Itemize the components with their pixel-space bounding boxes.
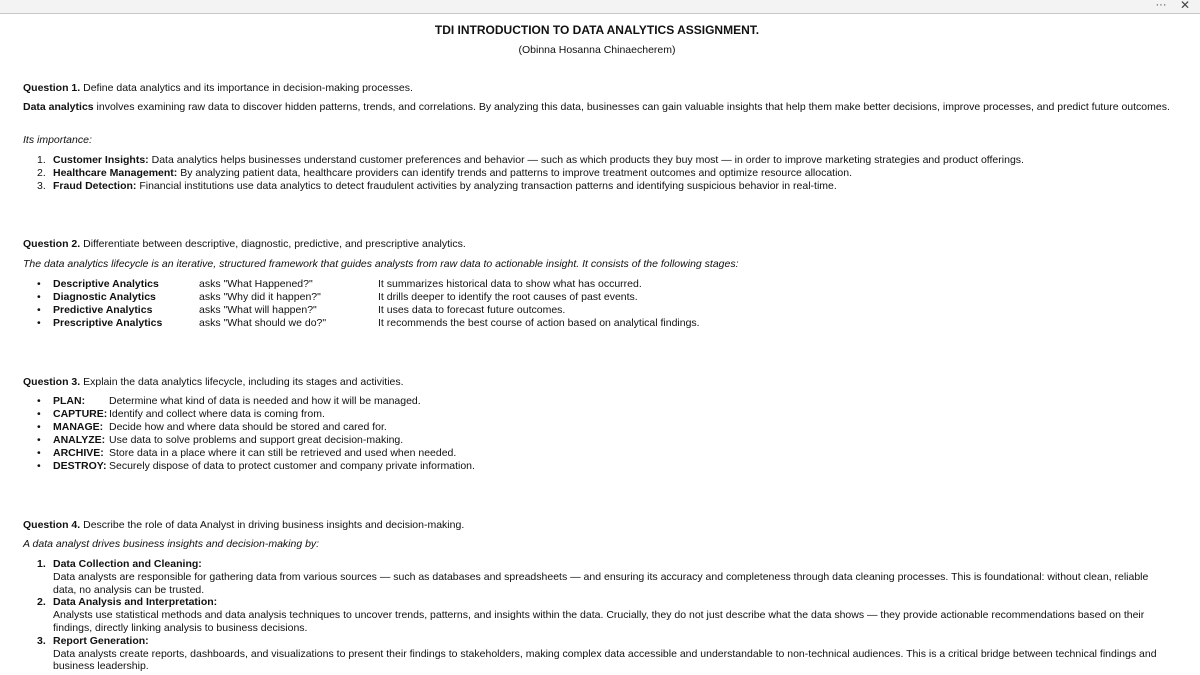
- list-item: • Predictive Analytics asks "What will happen?" It uses data to forecast future outcomes.: [23, 304, 162, 317]
- question-label: Question 1.: [23, 82, 81, 94]
- question-label: Question 3.: [23, 376, 81, 388]
- importance-list: [23, 154, 1024, 192]
- analyst-role-list: [23, 558, 1173, 673]
- list-item: 1. Customer Insights: Data analytics helps businesses understand customer preferences and behavior — such as which products they buy most — in order to improve marketing strategies and product offerings.: [37, 154, 1024, 166]
- importance-label: Its importance:: [23, 134, 92, 146]
- list-item: • DESTROY: Securely dispose of data to protect customer and company private information.: [23, 460, 475, 473]
- question-text: Define data analytics and its importance in decision-making processes.: [83, 82, 413, 94]
- list-item: 3. Fraud Detection: Financial institutions use data analytics to detect fraudulent activities by analyzing transaction patterns and identifying suspicious behavior in real-time.: [37, 179, 837, 192]
- list-item: 3. Report Generation: Data analysts create reports, dashboards, and visualizations to present their findings to stakeholders, making complex data accessible and understandable to non-technical audiences. This is a critical bridge between technical findings and business leadership.: [37, 634, 1157, 673]
- list-item: • Diagnostic Analytics asks "Why did it happen?" It drills deeper to identify the root causes of past events.: [23, 291, 162, 304]
- question-text: Differentiate between descriptive, diagnostic, predictive, and prescriptive analytics.: [83, 238, 466, 250]
- definition-text: involves examining raw data to discover hidden patterns, trends, and correlations. By analyzing this data, businesses can gain valuable insights that help them make better decisions, improve processes, and predict future outcomes.: [96, 101, 1170, 113]
- question-3-heading: [23, 376, 404, 389]
- question-1-definition: [23, 101, 1171, 114]
- lifecycle-stages-list: [23, 395, 475, 473]
- question-text: Explain the data analytics lifecycle, including its stages and activities.: [83, 376, 404, 388]
- document-title: TDI INTRODUCTION TO DATA ANALYTICS ASSIGNMENT.: [434, 23, 760, 37]
- list-item: • Prescriptive Analytics asks "What should we do?" It recommends the best course of action based on analytical findings.: [23, 317, 162, 330]
- document-author: (Obinna Hosanna Chinaecherem): [518, 44, 676, 56]
- list-item: • PLAN: Determine what kind of data is needed and how it will be managed.: [23, 395, 475, 408]
- list-item: 2. Healthcare Management: By analyzing patient data, healthcare providers can identify trends and patterns to improve treatment outcomes and optimize resource allocation.: [37, 166, 853, 179]
- definition-term: Data analytics: [23, 101, 94, 113]
- list-item: • Descriptive Analytics asks "What Happened?" It summarizes historical data to show what has occurred.: [23, 278, 162, 291]
- question-label: Question 4.: [23, 519, 81, 531]
- question-4-intro: A data analyst drives business insights and decision-making by:: [23, 538, 320, 550]
- close-icon[interactable]: ✕: [1179, 0, 1191, 12]
- more-options-icon[interactable]: ···: [1155, 0, 1167, 11]
- list-item: • ANALYZE: Use data to solve problems and support great decision-making.: [23, 434, 475, 447]
- window-titlebar: [0, 0, 1200, 14]
- analytics-types-list: [23, 278, 700, 330]
- question-2-heading: [23, 238, 466, 251]
- list-item: 2. Data Analysis and Interpretation: Analysts use statistical methods and data analysis techniques to uncover trends, patterns, and insights within the data. Crucially, they do not just describe what the data shows — they provide actionable recommendations based on their findings, directly linking analysis to business decisions.: [37, 596, 1145, 634]
- list-item: 1. Data Collection and Cleaning: Data analysts are responsible for gathering data from various sources — such as databases and spreadsheets — and ensuring its accuracy and completeness through data cleaning processes. This is foundational: without clean, reliable data, no analysis can be trusted.: [37, 558, 1149, 596]
- question-4-heading: [23, 519, 464, 532]
- list-item: • CAPTURE: Identify and collect where data is coming from.: [23, 408, 475, 421]
- question-label: Question 2.: [23, 238, 81, 250]
- question-2-intro: The data analytics lifecycle is an iterative, structured framework that guides analysts from raw data to actionable insight. It consists of the following stages:: [23, 258, 739, 270]
- list-item: • ARCHIVE: Store data in a place where it can still be retrieved and used when needed.: [23, 447, 475, 460]
- question-text: Describe the role of data Analyst in driving business insights and decision-making.: [83, 519, 465, 531]
- question-1-heading: [23, 82, 413, 95]
- list-item: • MANAGE: Decide how and where data should be stored and cared for.: [23, 421, 475, 434]
